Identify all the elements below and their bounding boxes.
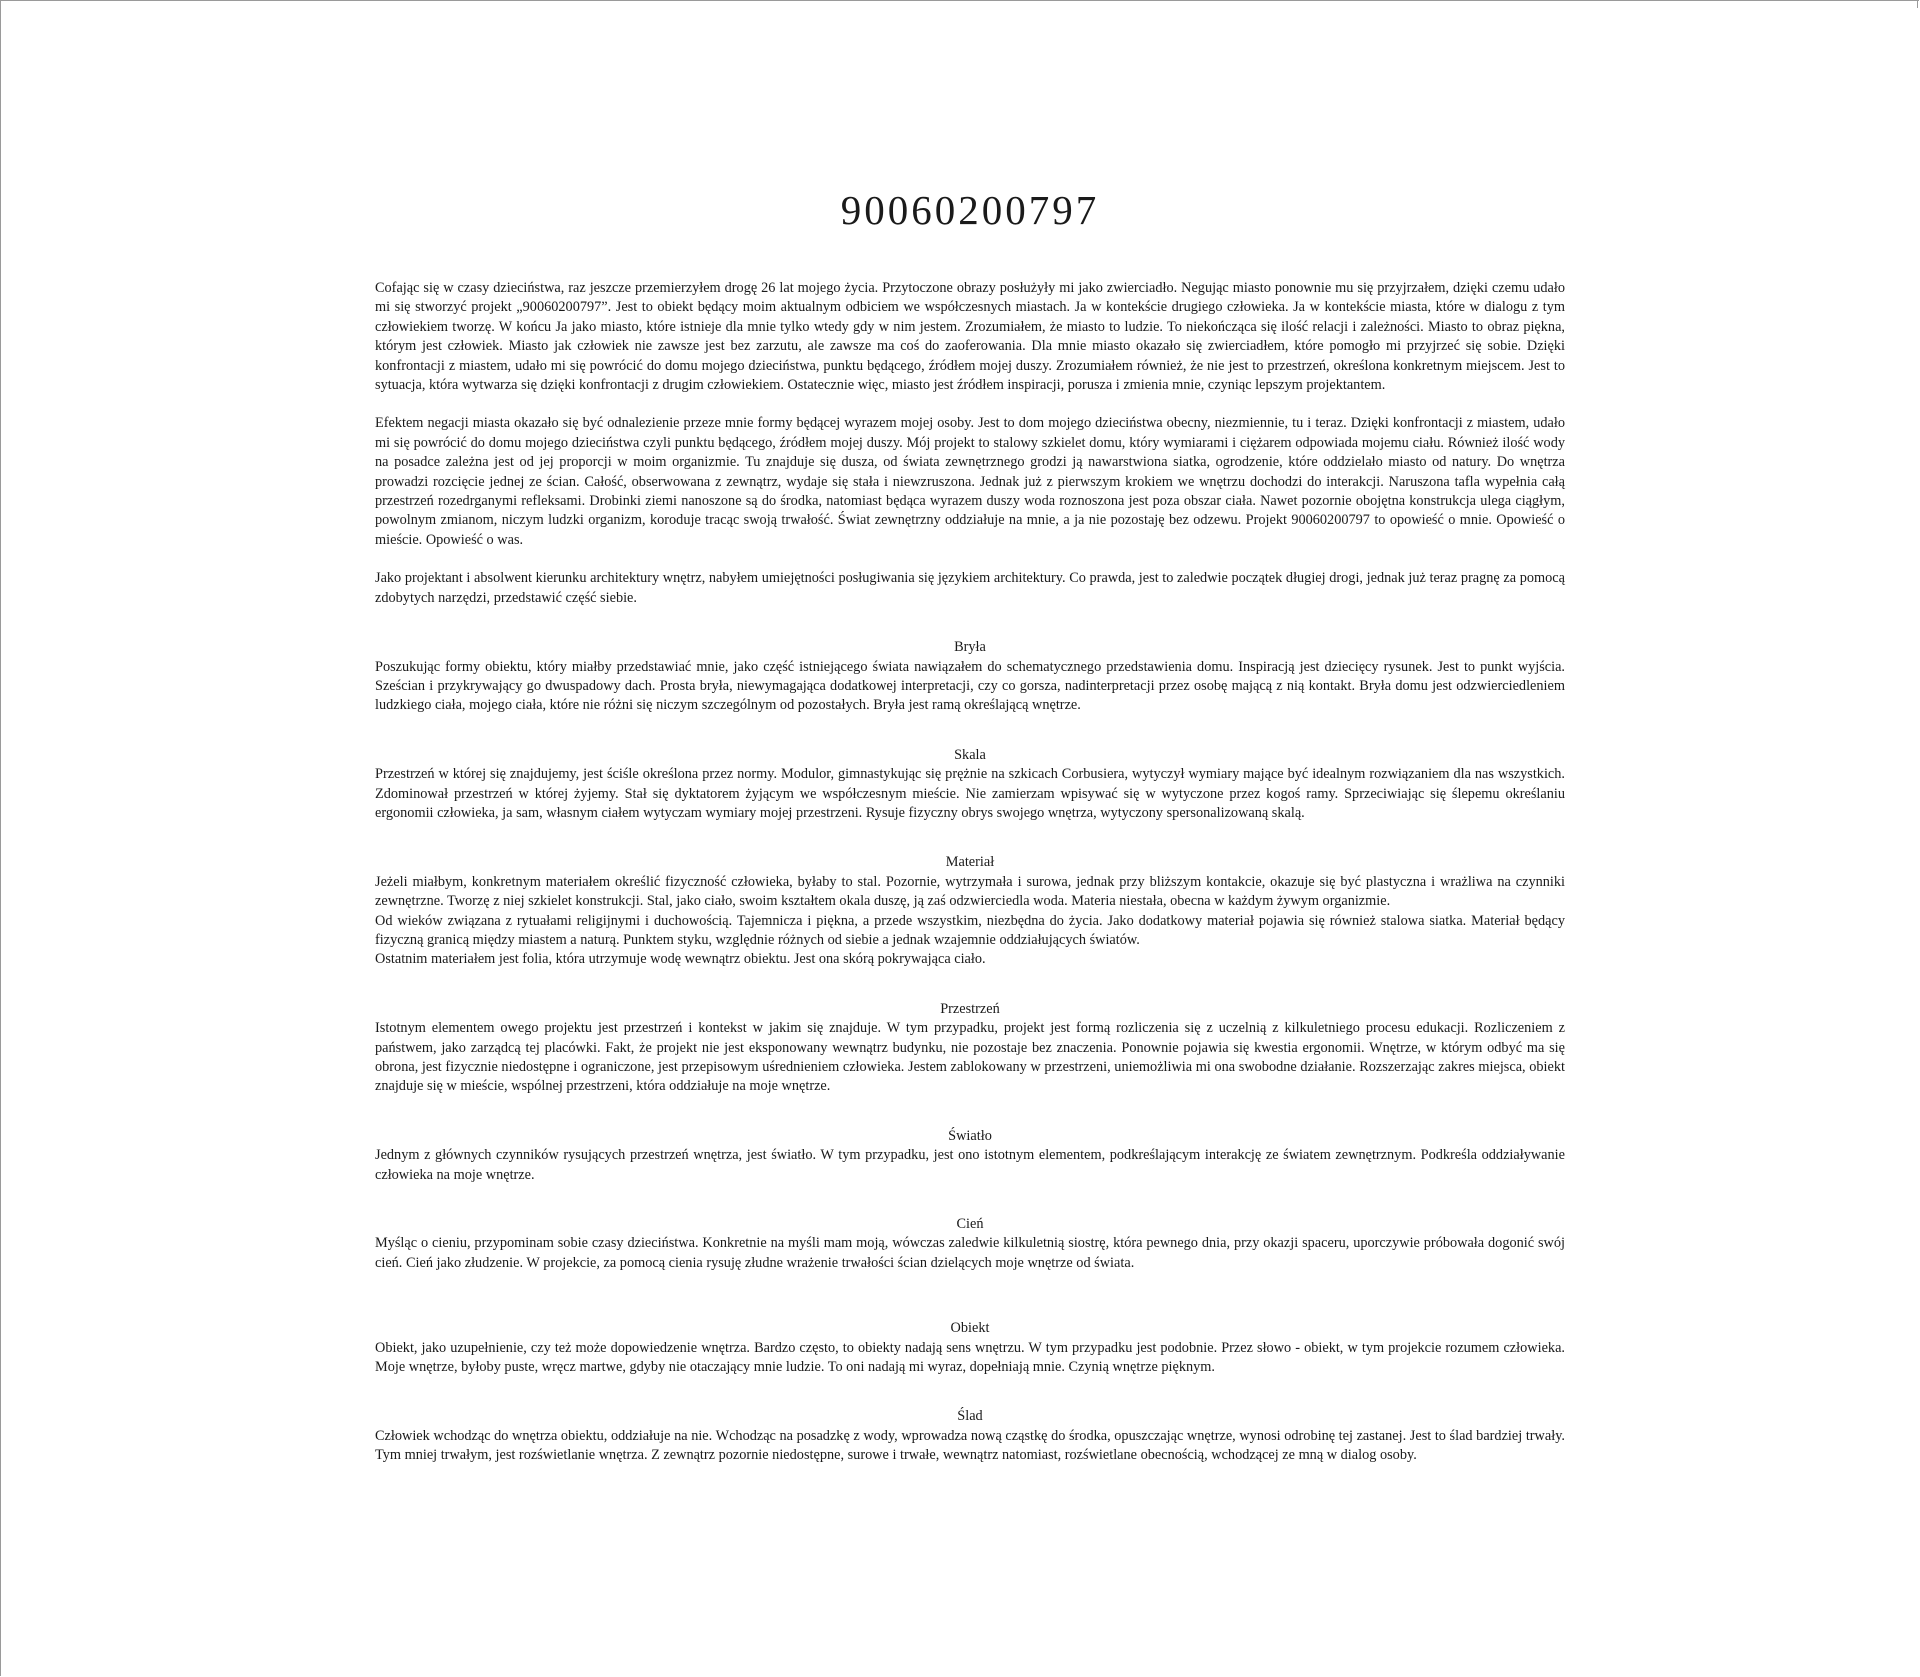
frame-corner-mark [1917,0,1918,8]
section-body-slad: Człowiek wchodząc do wnętrza obiektu, oddziałuje na nie. Wchodząc na posadzkę z wody, wprowadza nową cząstkę do środka, opuszczając wnętrze, wynosi odrobinę tej zastanej. Jest to ślad bardziej trwały. Tym mniej trwałym, jest rozświetlanie wnętrza. Z zewnątrz pozornie niedostępne, surowe i trwałe, wewnątrz natomiast, rozświetlane obecnością, wchodzącej ze mną w dialog osoby. [375,1427,1565,1464]
section-body-cien: Myśląc o cieniu, przypominam sobie czasy dzieciństwa. Konkretnie na myśli mam moją, wówczas zaledwie kilkuletnią siostrę, która pewnego dnia, przy okazji spaceru, uporczywie próbowała dogonić swój cień. Cień jako złudzenie. W projekcie, za pomocą cienia rysuję złudne wrażenie trwałości ścian dzielących moje wnętrze od świata. [375,1235,1565,1271]
section-body-material: Jeżeli miałbym, konkretnym materiałem określić fizyczność człowieka, byłaby to stal. Pozornie, wytrzymała i surowa, jednak przy bliższym kontakcie, okazuje się być plastyczna i wrażliwa na czynniki zewnętrzne. Tworzę z niej szkielet konstrukcji. Stal, jako ciało, swoim kształtem okala duszę, ją zaś odzwierciedla woda. Materia niestała, obecna w każdym żywym organizmie. Od wieków związana z rytuałami religijnymi i duchowością. Tajemnicza i piękna, a przede wszystkim, niezbędna do życia. Jako dodatkowy materiał pojawia się również stalowa siatka. Materiał będący fizyczną granicą między miastem a naturą. Punktem styku, względnie różnych od siebie a jednak wzajemnie oddziałujących światów. Ostatnim materiałem jest folia, która utrzymuje wodę wewnątrz obiektu. Jest ona skórą pokrywająca ciało. [375,873,1565,968]
section-heading-skala: Skala [954,746,986,763]
section-body-swiatlo: Jednym z głównych czynników rysujących przestrzeń wnętrza, jest światło. W tym przypadku, jest ono istotnym elementem, podkreślającym interakcję ze światem zewnętrznym. Podkreśla oddziaływanie człowieka na moje wnętrze. [375,1147,1565,1183]
section-heading-swiatlo: Światło [948,1127,992,1144]
section-body-przestrzen: Istotnym elementem owego projektu jest przestrzeń i kontekst w jakim się znajduje. W tym przypadku, projekt jest formą rozliczenia się z uczelnią z kilkuletniego procesu edukacji. Rozliczeniem z państwem, jako zarządcą tej placówki. Fakt, że projekt nie jest eksponowany wewnątrz budynku, nie pozostaje bez znaczenia. Ponownie pojawia się kwestia ergonomii. Wnętrze, w którym odbyć ma się obrona, jest fizycznie niedostępne i ograniczone, jest przepisowym uśrednieniem człowieka. Jestem zablokowany w przestrzeni, uniemożliwia mi ona swobodne działanie. Rozszerzając zakres miejsca, obiekt znajduje się w mieście, wspólnej przestrzeni, która oddziałuje na moje wnętrze. [375,1020,1565,1095]
section-heading-przestrzen: Przestrzeń [940,1000,1000,1017]
section-body-bryla: Poszukując formy obiektu, który miałby przedstawiać mnie, jako część istniejącego świata nawiązałem do schematycznego przedstawienia domu. Inspiracją jest dziecięcy rysunek. Jest to punkt wyjścia. Sześcian i przykrywający go dwuspadowy dach. Prosta bryła, niewymagająca dodatkowej interpretacji, czy co gorsza, nadinterpretacji przez osobę mającą z nią kontakt. Bryła domu jest odzwierciedleniem ludzkiego ciała, mojego ciała, które nie różni się niczym szczególnym od pozostałych. Bryła jest ramą określającą wnętrze. [375,658,1565,714]
section-heading-bryla: Bryła [954,639,986,656]
document-title: 90060200797 [840,187,1100,233]
section-heading-slad: Ślad [957,1408,983,1425]
section-heading-cien: Cień [956,1216,984,1233]
intro-paragraph-2: Efektem negacji miasta okazało się być odnalezienie przeze mnie formy będącej wyrazem mojej osoby. Jest to dom mojego dzieciństwa obecny, niezmiennie, tu i teraz. Dzięki konfrontacji z miastem, udało mi się powrócić do domu mojego dzieciństwa czyli punktu będącego, źródłem mojej duszy. Mój projekt to stalowy szkielet domu, który wymiarami i ciężarem odpowiada mojemu ciału. Również ilość wody na posadce zależna jest od jej proporcji w moim organizmie. Tu znajduje się dusza, od świata zewnętrznego grodzi ją nawarstwiona siatka, ogrodzenie, które oddzielało miasto od natury. Do wnętrza prowadzi rozcięcie jednej ze ścian. Całość, obserwowana z zewnątrz, wydaje się stała i niewzruszona. Jednak już z pierwszym krokiem we wnętrzu dochodzi do interakcji. Naruszona tafla wypełnia całą przestrzeń rozedrganymi refleksami. Drobinki ziemi nanoszone są do środka, natomiast będąca wyrazem duszy woda roznoszona jest poza obszar ciała. Nawet pozornie obojętna konstrukcja ulega ciągłym, powolnym zmianom, niczym ludzki organizm, koroduje tracąc swoją trwałość. Świat zewnętrzny oddziałuje na mnie, a ja nie pozostaję bez odzewu. Projekt 90060200797 to opowieść o mnie. Opowieść o mieście. Opowieść o was. [375,415,1565,548]
section-body-skala: Przestrzeń w której się znajdujemy, jest ściśle określona przez normy. Modulor, gimnastykując się prężnie na szkicach Corbusiera, wytyczył wymiary mające być idealnym rozwiązaniem dla nas wszystkich. Zdominował przestrzeń w której żyjemy. Stał się dyktatorem żyjącym we współczesnym mieście. Nie zamierzam wpisywać się w wytyczone przez kogoś ramy. Sprzeciwiając się ślepemu określaniu ergonomii człowieka, ja sam, własnym ciałem wytyczam wymiary mojej przestrzeni. Rysuje fizyczny obrys swojego wnętrza, wytyczony spersonalizowaną skalą. [375,766,1565,821]
document-body [375,185,1565,1466]
section-body-obiekt: Obiekt, jako uzupełnienie, czy też może dopowiedzenie wnętrza. Bardzo często, to obiekty nadają sens wnętrzu. W tym przypadku jest podobnie. Przez słowo - obiekt, w tym projekcie rozumem człowieka. Moje wnętrze, byłoby puste, wręcz martwe, gdyby nie otaczający mnie ludzie. To oni nadają mi wyraz, dopełniają mnie. Czynią wnętrze pięknym. [375,1339,1565,1376]
section-heading-obiekt: Obiekt [950,1320,990,1337]
intro-paragraph-3: Jako projektant i absolwent kierunku architektury wnętrz, nabyłem umiejętności posługiwania się językiem architektury. Co prawda, jest to zaledwie początek długiej drogi, jednak już teraz pragnę za pomocą zdobytych narzędzi, przedstawić część siebie. [375,570,1565,606]
intro-paragraph-1: Cofając się w czasy dzieciństwa, raz jeszcze przemierzyłem drogę 26 lat mojego życia. Przytoczone obrazy posłużyły mi jako zwierciadło. Negując miasto ponownie mu się przyjrzałem, dzięki czemu udało mi się stworzyć projekt „90060200797”. Jest to obiekt będący moim aktualnym odbiciem we współczesnych miastach. Ja w kontekście drugiego człowieka. Ja w kontekście miasta, które w dialogu z tym człowiekiem tworzę. W końcu Ja jako miasto, które istnieje dla mnie tylko wtedy gdy w nim jestem. Zrozumiałem, że miasto to ludzie. To niekończąca się ilość relacji i zależności. Miasto to obraz piękna, którym jest człowiek. Miasto jak człowiek nie zawsze jest bez zarzutu, ale zawsze ma coś do zaoferowania. Dla mnie miasto okazało się zwierciadłem, które pomogło mi przyjrzeć się sobie. Dzięki konfrontacji z miastem, udało mi się powrócić do domu mojego dzieciństwa, punktu będącego, źródłem mojej duszy. Zrozumiałem również, że nie jest to przestrzeń, określona konkretnym miejscem. Jest to sytuacja, która wytwarza się dzięki konfrontacji z drugim człowiekiem. Ostatecznie więc, miasto jest źródłem inspiracji, porusza i zmienia mnie, czyniąc lepszym projektantem. [375,280,1565,394]
section-heading-material: Materiał [945,854,995,871]
